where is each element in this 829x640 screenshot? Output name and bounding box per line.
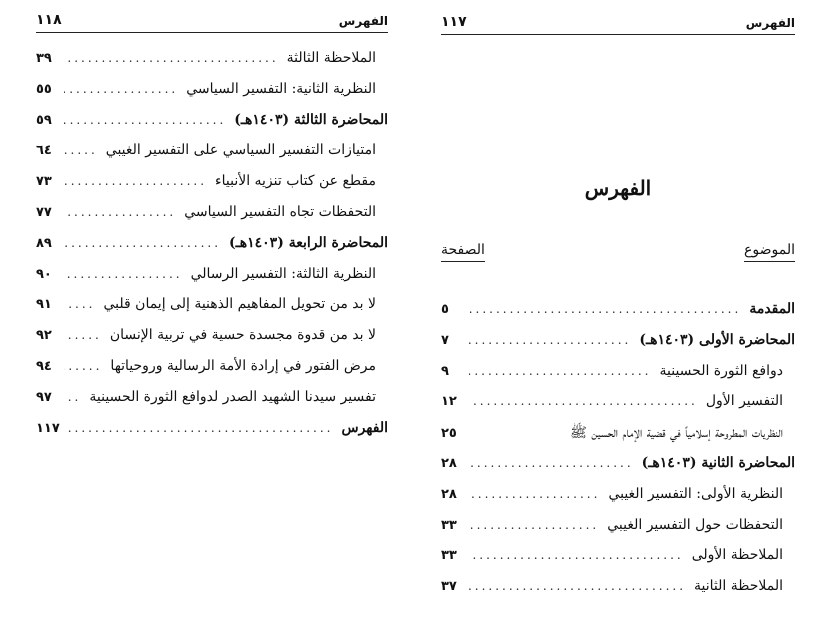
toc-entry-text: المحاضرة الرابعة (١٤٠٣هـ): [229, 234, 388, 251]
toc-entry-page: ٧٣: [36, 174, 52, 190]
toc-entry-text: النظرية الأولى: التفسير الغيبي: [608, 485, 783, 502]
toc-entry-page: ٨٩: [36, 235, 52, 251]
toc-entry-page: ٧: [441, 332, 449, 348]
toc-entry: [36, 142, 388, 173]
toc-entry-text: التحفظات تجاه التفسير السياسي: [184, 203, 376, 220]
dot-leader: [64, 113, 226, 127]
dot-leader: [64, 236, 221, 250]
toc-list: [441, 301, 795, 609]
toc-entry-page: ٥٩: [36, 112, 52, 128]
toc-entry-page: ١٢: [441, 394, 457, 410]
toc-entry-page: ١١٧: [36, 420, 60, 436]
running-head: [441, 14, 795, 35]
toc-entry: [36, 420, 388, 451]
right-page: [441, 0, 795, 640]
dot-leader: [64, 205, 176, 219]
toc-entry: [441, 332, 795, 363]
toc-entry: [36, 81, 388, 112]
toc-entry-text: الملاحظة الثالثة: [286, 50, 376, 66]
toc-entry-text: مرض الفتور في إرادة الأمة الرسالية وروحياتها: [110, 357, 376, 374]
toc-entry-text: المحاضرة الثانية (١٤٠٣هـ): [641, 454, 795, 471]
toc-entry-page: ٦٤: [36, 143, 52, 159]
page-number: ١١٧: [441, 14, 467, 30]
toc-entry-page: ٩١: [36, 297, 52, 313]
dot-leader: [469, 302, 741, 316]
toc-entry-page: ٢٨: [441, 486, 457, 502]
dot-leader: [64, 359, 102, 373]
toc-entry-page: ٣٣: [441, 517, 457, 533]
dot-leader: [469, 333, 631, 347]
toc-entry-text: امتيازات التفسير السياسي على التفسير الغيبي: [105, 142, 376, 159]
toc-entry-page: ٩٢: [36, 328, 52, 344]
toc-entry-text: الملاحظة الأولى: [691, 547, 783, 564]
toc-entry-text: تفسير سيدنا الشهيد الصدر لدوافع الثورة الحسينية: [89, 388, 376, 405]
toc-entry-text: النظرية الثانية: التفسير السياسي: [186, 80, 376, 97]
toc-entry-page: ٣٣: [441, 548, 457, 564]
toc-entry-text: النظرية الثالثة: التفسير الرسالي: [190, 265, 376, 282]
toc-entry-page: ٢٥: [441, 426, 457, 442]
toc-entry: [441, 578, 795, 609]
toc-entry: [36, 112, 388, 143]
toc-entry-text: الملاحظة الثانية: [694, 578, 783, 595]
toc-entry-page: ٥٥: [36, 81, 52, 97]
dot-leader: [469, 548, 684, 562]
toc-entry: [36, 235, 388, 266]
running-head-title: الفهرس: [338, 14, 388, 28]
toc-entry-text: النظريات المطروحة إسلامياً في قضية الإمام الحسين ﷺ: [570, 425, 783, 442]
dot-leader: [469, 394, 698, 408]
page-number: ١١٨: [36, 12, 62, 28]
dot-leader: [64, 51, 279, 65]
toc-entry: [36, 389, 388, 420]
dot-leader: [64, 297, 96, 311]
toc-entry: [441, 363, 795, 394]
toc-entry: [441, 455, 795, 486]
toc-entry-page: ٢٨: [441, 455, 457, 471]
toc-entry-text: المحاضرة الثالثة (١٤٠٣هـ): [234, 111, 388, 128]
toc-entry: [441, 424, 795, 455]
toc-entry: [36, 296, 388, 327]
toc-entry-text: دوافع الثورة الحسينية: [659, 362, 783, 379]
toc-entry-page: ٩٠: [36, 266, 52, 282]
toc-entry-page: ٥: [441, 302, 449, 317]
toc-entry-text: لا بد من تحويل المفاهيم الذهنية إلى إيمان قلبي: [103, 296, 376, 313]
dot-leader: [469, 518, 599, 532]
toc-entry-page: ٣٧: [441, 579, 457, 595]
toc-entry-page: ٩٧: [36, 389, 52, 405]
toc-entry-text: مقطع عن كتاب تنزيه الأنبياء: [215, 173, 376, 190]
toc-entry: [441, 547, 795, 578]
column-header-page: الصفحة: [441, 242, 485, 262]
toc-list: [36, 50, 388, 450]
toc-entry-text: التفسير الأول: [705, 393, 783, 410]
toc-entry: [441, 301, 795, 332]
dot-leader: [469, 364, 652, 378]
toc-entry: [36, 327, 388, 358]
toc-entry: [36, 204, 388, 235]
left-page: [36, 0, 388, 640]
dot-leader: [64, 82, 178, 96]
toc-entry: [441, 486, 795, 517]
dot-leader: [469, 456, 634, 470]
dot-leader: [64, 267, 183, 281]
toc-entry-page: ٣٩: [36, 51, 52, 66]
toc-entry-text: التحفظات حول التفسير الغيبي: [607, 516, 783, 533]
toc-entry-page: ٩٤: [36, 358, 52, 374]
toc-entry-page: ٧٧: [36, 204, 52, 220]
dot-leader: [64, 328, 102, 342]
toc-entry: [36, 358, 388, 389]
index-title: الفهرس: [584, 176, 652, 200]
toc-entry-page: ٩: [441, 363, 449, 379]
dot-leader: [64, 390, 81, 404]
column-header-topic: الموضوع: [744, 242, 795, 262]
toc-entry-text: المحاضرة الأولى (١٤٠٣هـ): [639, 331, 795, 348]
dot-leader: [469, 487, 600, 501]
running-head: [36, 12, 388, 33]
toc-entry: [441, 393, 795, 424]
toc-entry-text: الفهرس: [341, 419, 388, 436]
dot-leader: [469, 579, 686, 593]
dot-leader: [64, 174, 207, 188]
running-head-title: الفهرس: [745, 16, 795, 30]
toc-entry: [36, 173, 388, 204]
toc-entry-text: لا بد من قدوة مجسدة حسية في تربية الإنسان: [109, 327, 376, 344]
dot-leader: [68, 421, 334, 435]
toc-entry: [36, 266, 388, 297]
toc-entry: [36, 50, 388, 81]
toc-entry: [441, 517, 795, 548]
dot-leader: [64, 143, 98, 157]
toc-entry-text: المقدمة: [749, 301, 795, 317]
